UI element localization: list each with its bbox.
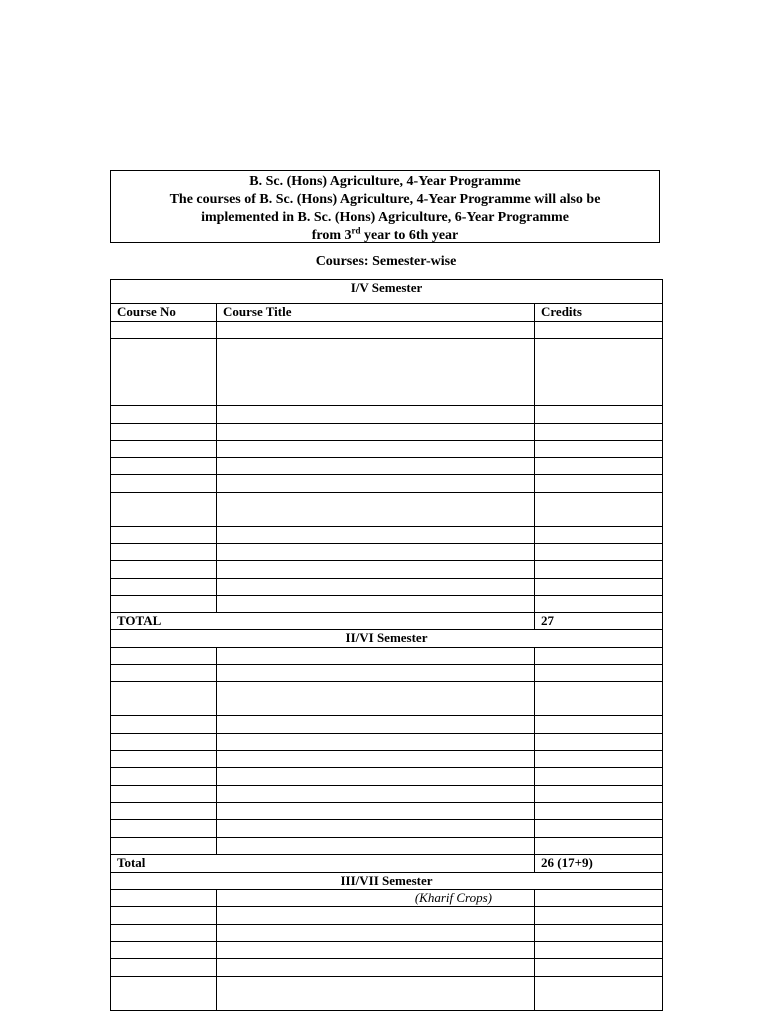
table-row — [111, 339, 663, 406]
column-header-course-title: Course Title — [217, 304, 535, 322]
table-row — [111, 768, 663, 786]
table-row — [111, 441, 663, 458]
total-credits: 26 (17+9) — [535, 855, 663, 873]
semester-heading: II/VI Semester — [111, 630, 663, 648]
table-row — [111, 458, 663, 475]
table-row — [111, 786, 663, 803]
table-row — [111, 322, 663, 339]
header-line-1: B. Sc. (Hons) Agriculture, 4-Year Programme — [249, 174, 521, 189]
courses-subtitle: Courses: Semester-wise — [315, 254, 457, 269]
header-line-4 — [111, 227, 659, 245]
header-line-2: The courses of B. Sc. (Hons) Agriculture, 4-Year Programme will also be — [169, 192, 601, 207]
table-row — [111, 820, 663, 838]
header-line-4-superscript: rd — [351, 225, 361, 236]
table-row — [111, 561, 663, 579]
table-row — [111, 424, 663, 441]
table-row — [111, 716, 663, 734]
table-row — [111, 803, 663, 820]
table-row — [111, 544, 663, 561]
table-row — [111, 942, 663, 959]
semester-heading: I/V Semester — [111, 280, 663, 304]
table-row — [111, 838, 663, 855]
table-row — [111, 734, 663, 751]
table-row — [111, 527, 663, 544]
courses-table — [110, 279, 663, 1011]
table-row — [111, 579, 663, 596]
header-line-4-pre: from 3 — [311, 228, 352, 243]
table-row — [111, 977, 663, 1011]
header-line-3: implemented in B. Sc. (Hons) Agriculture, 6-Year Programme — [201, 210, 569, 225]
programme-header-box — [110, 170, 660, 243]
table-row — [111, 751, 663, 768]
column-header-course-no: Course No — [111, 304, 217, 322]
table-row — [111, 648, 663, 665]
semester-heading: III/VII Semester — [111, 873, 663, 890]
header-line-4-post: year to 6th year — [360, 228, 459, 243]
kharif-crops-note: (Kharif Crops) — [217, 890, 535, 907]
table-row — [111, 925, 663, 942]
total-label: Total — [111, 855, 535, 873]
table-row — [111, 475, 663, 493]
table-row — [111, 596, 663, 613]
table-row — [111, 493, 663, 527]
table-row — [111, 682, 663, 716]
table-row — [111, 665, 663, 682]
total-credits: 27 — [535, 613, 663, 630]
table-row — [111, 890, 663, 907]
table-row — [111, 907, 663, 925]
table-row — [111, 406, 663, 424]
total-label: TOTAL — [111, 613, 535, 630]
table-row — [111, 959, 663, 977]
column-header-credits: Credits — [535, 304, 663, 322]
